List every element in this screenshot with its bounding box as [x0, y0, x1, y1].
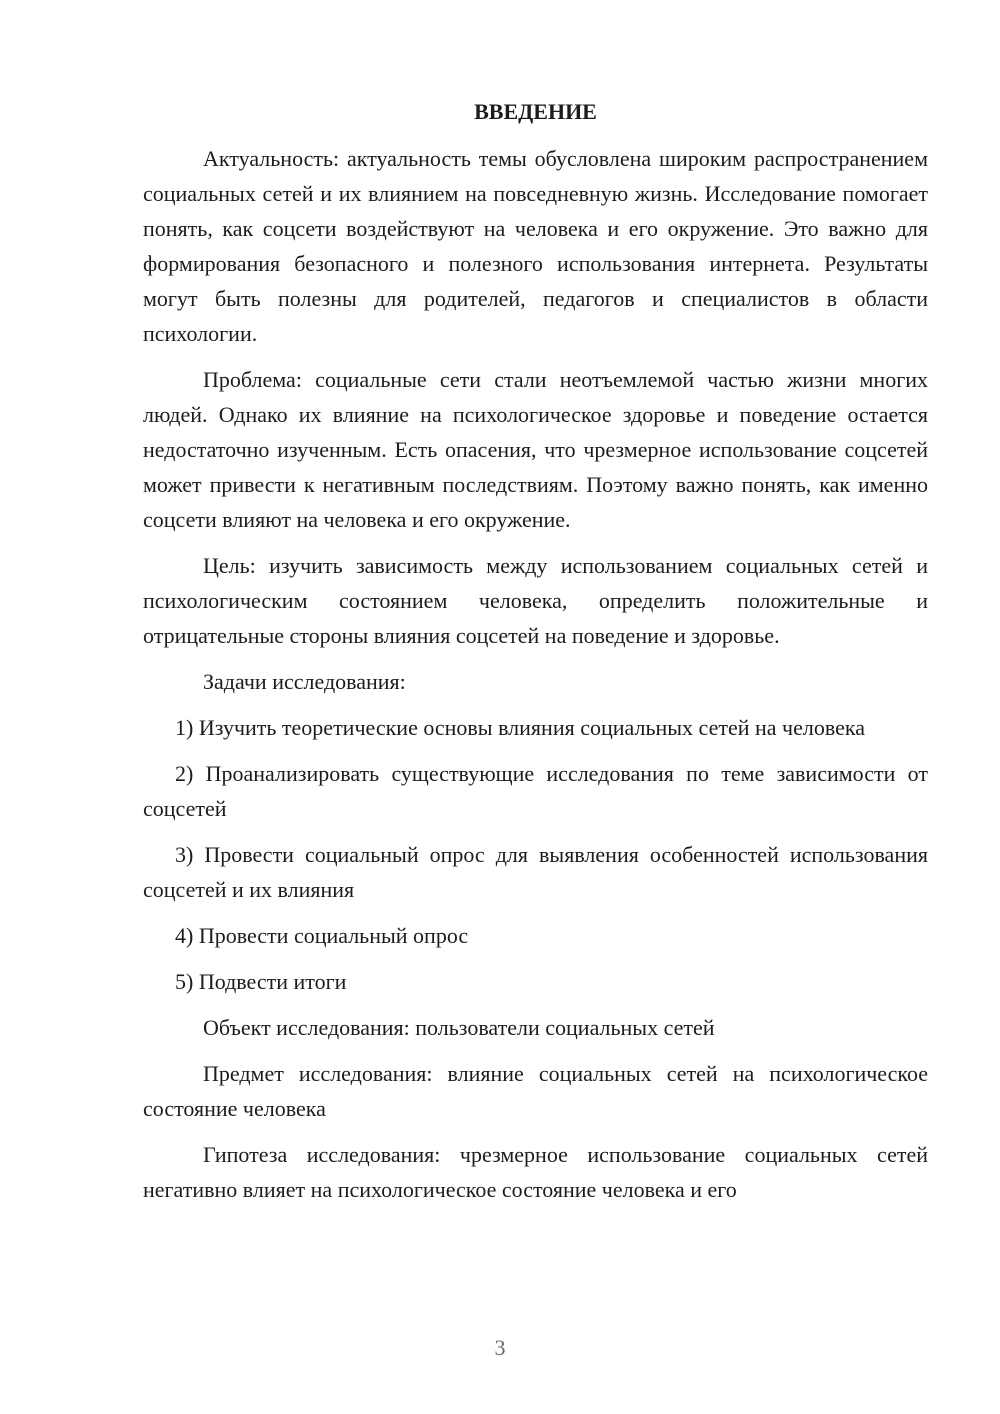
task-item-1: 1) Изучить теоретические основы влияния социальных сетей на человека — [175, 715, 865, 740]
task-item-5: 5) Подвести итоги — [175, 969, 347, 994]
paragraph-relevance: Актуальность: актуальность темы обусловлена широким распространением социальных сетей и их влиянием на повседневную жизнь. Исследование помогает понять, как соцсети воздействуют на человека и его окружение. Это важно для формирования безопасного и полезного использования интернета. Результаты могут быть полезны для родителей, педагогов и специалистов в области психологии. — [143, 146, 928, 346]
page-number: 3 — [494, 1335, 506, 1360]
paragraph-goal: Цель: изучить зависимость между использованием социальных сетей и психологическим состоянием человека, определить положительные и отрицательные стороны влияния соцсетей на поведение и здоровье. — [143, 553, 928, 648]
page-content — [143, 94, 928, 1218]
task-item-3: 3) Провести социальный опрос для выявления особенностей использования соцсетей и их влияния — [143, 842, 928, 902]
task-item-4: 4) Провести социальный опрос — [175, 923, 469, 948]
paragraph-tasks-heading: Задачи исследования: — [203, 669, 406, 694]
paragraph-object: Объект исследования: пользователи социальных сетей — [203, 1015, 715, 1040]
section-title: ВВЕДЕНИЕ — [474, 99, 597, 124]
paragraph-problem: Проблема: социальные сети стали неотъемлемой частью жизни многих людей. Однако их влияние на психологическое здоровье и поведение остается недостаточно изученным. Есть опасения, что чрезмерное использование соцсетей может привести к негативным последствиям. Поэтому важно понять, как именно соцсети влияют на человека и его окружение. — [143, 367, 928, 532]
task-item-2: 2) Проанализировать существующие исследования по теме зависимости от соцсетей — [143, 761, 928, 821]
paragraph-subject: Предмет исследования: влияние социальных сетей на психологическое состояние человека — [143, 1061, 928, 1121]
paragraph-hypothesis: Гипотеза исследования: чрезмерное использование социальных сетей негативно влияет на психологическое состояние человека и его — [143, 1142, 928, 1202]
